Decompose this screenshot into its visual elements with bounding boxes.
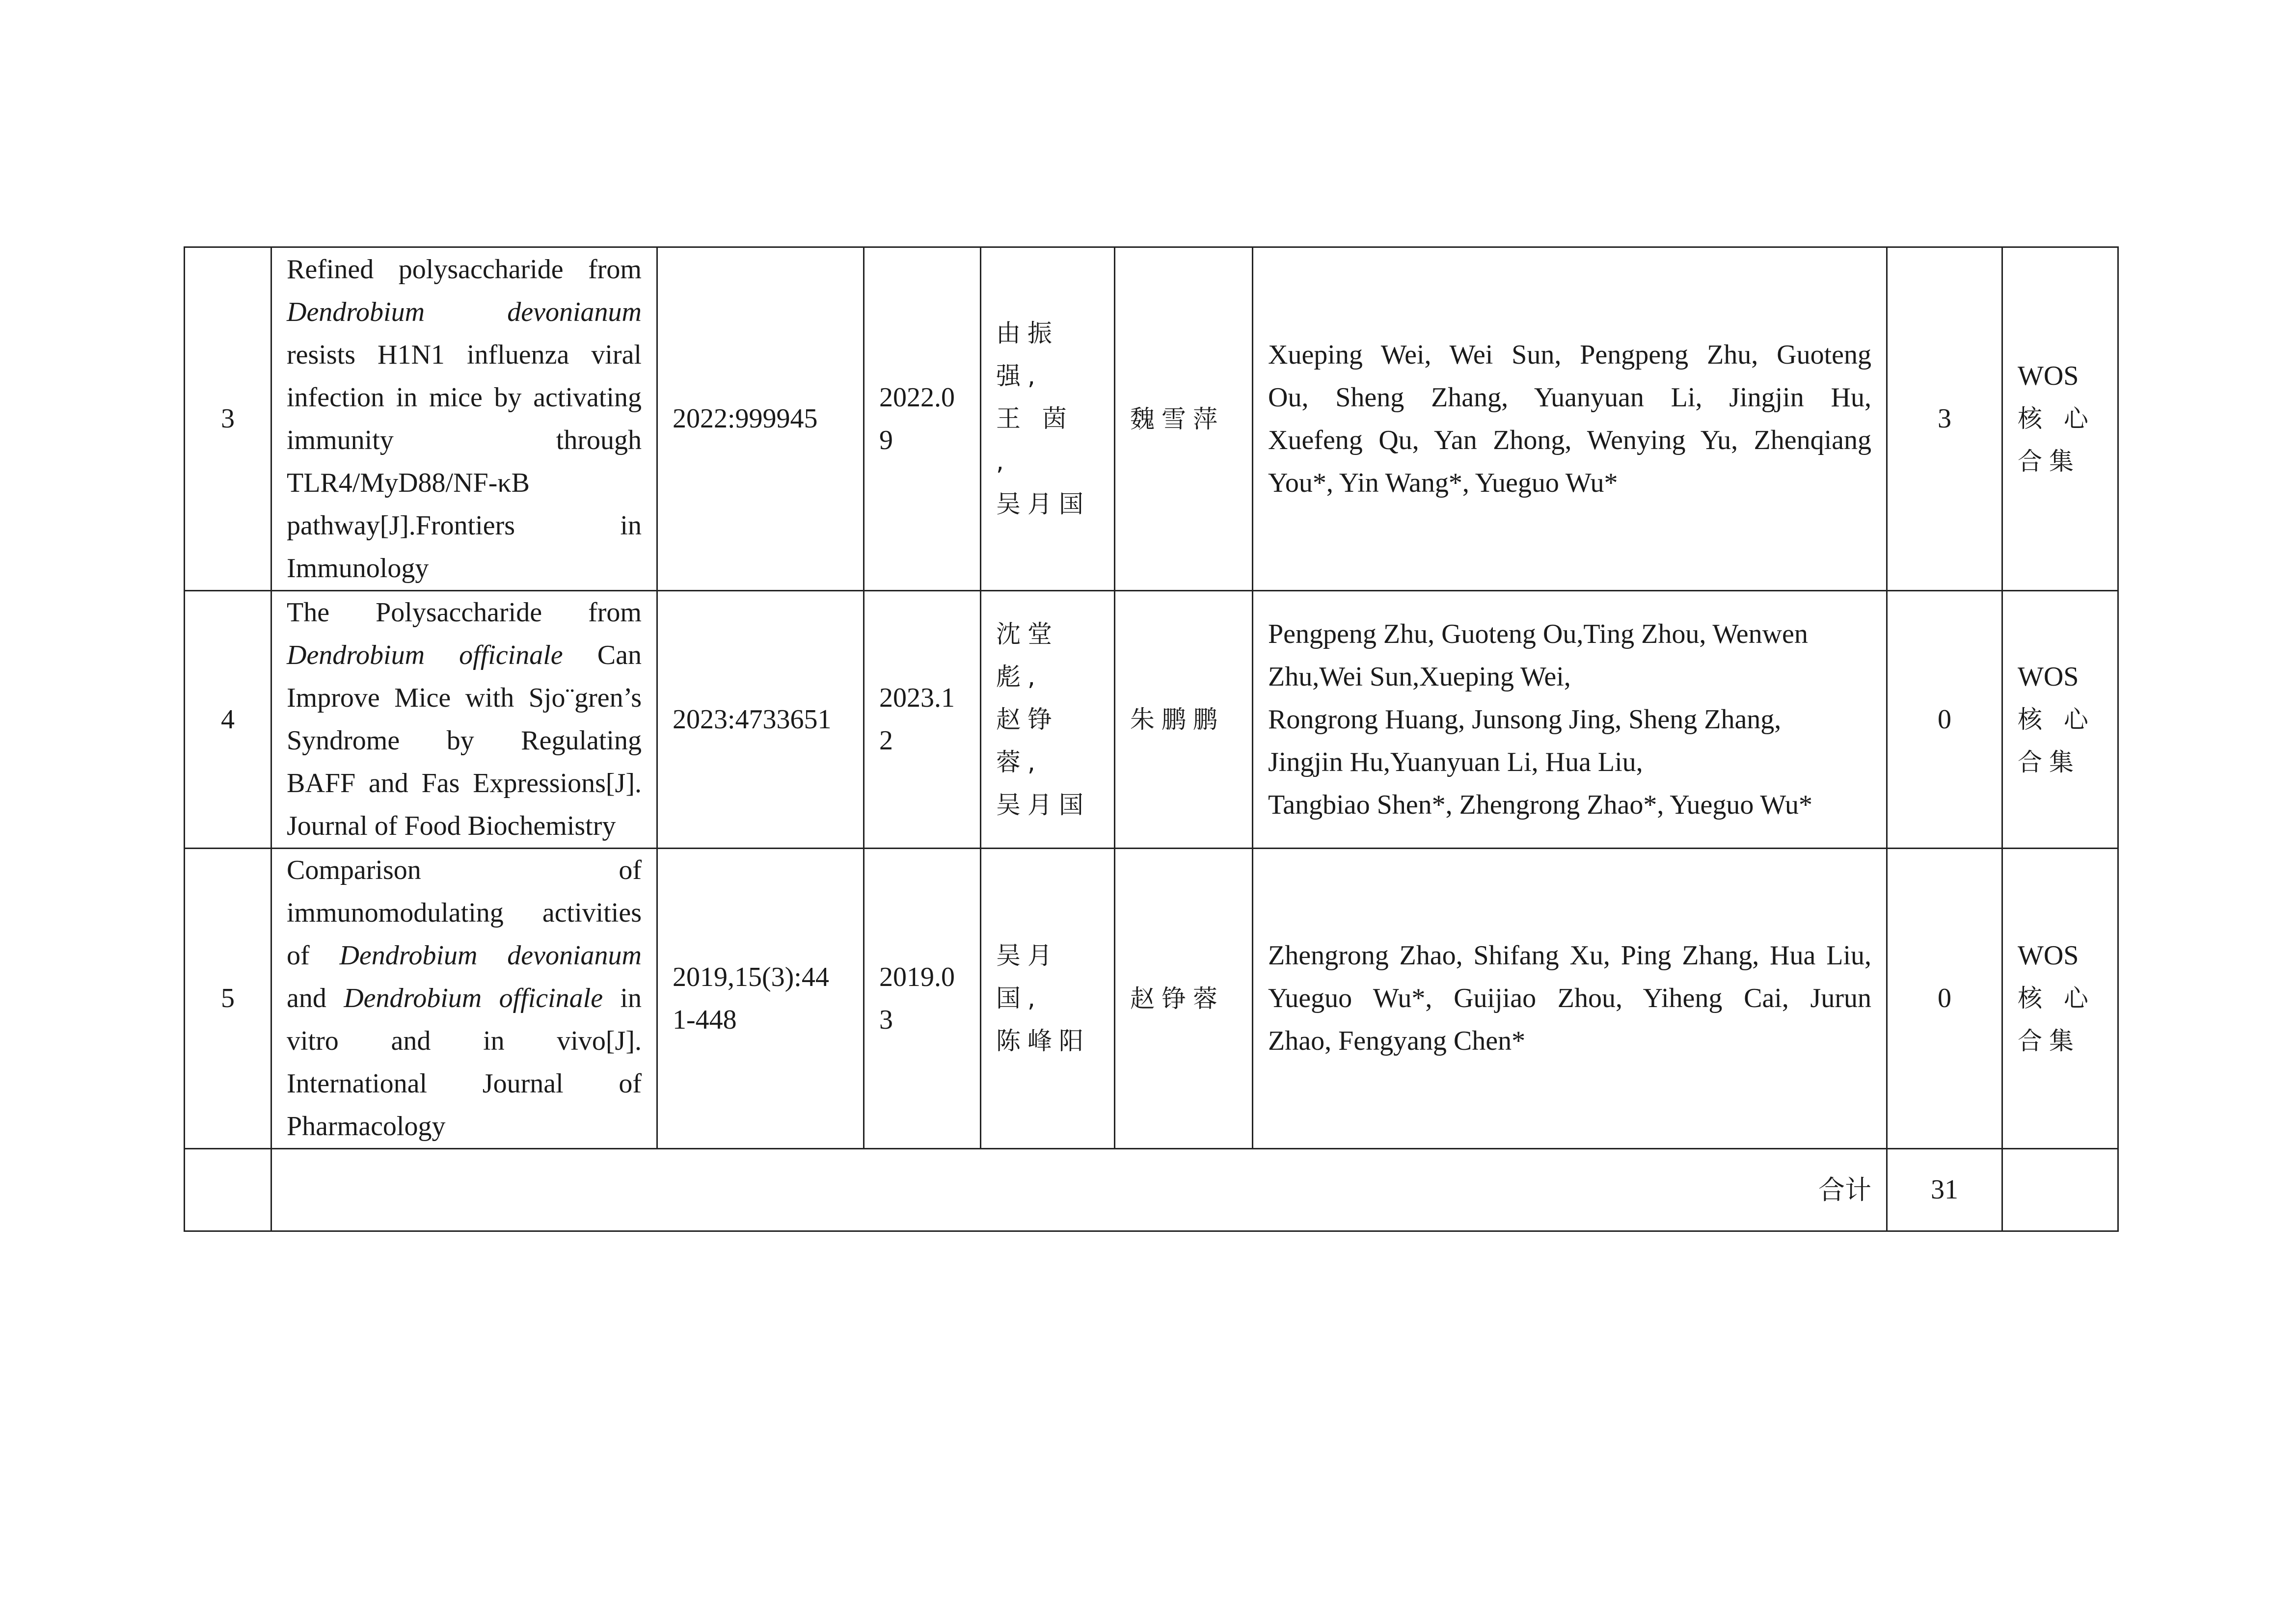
publish-date <box>864 591 981 849</box>
row-number: 5 <box>185 849 271 1149</box>
date-line: 2019.0 <box>879 961 955 992</box>
index-line: 合集 <box>2018 747 2080 776</box>
index-line: 核 心 <box>2018 984 2095 1012</box>
title-line: pathway[J].Frontiers in <box>287 510 642 541</box>
first-author-text: 魏雪萍 <box>1130 404 1224 433</box>
total-row <box>185 1149 2118 1231</box>
title-prefix: and <box>287 983 326 1013</box>
date-line: 2023.1 <box>879 683 955 713</box>
title-line: immunomodulating activities <box>287 898 642 928</box>
index-line: 核 心 <box>2018 705 2095 734</box>
date-line: 2 <box>879 725 893 756</box>
title-suffix: Can <box>597 640 642 670</box>
author-line: Xueping Wei, Wei Sun, Pengpeng Zhu, Guoteng <box>1268 339 1871 370</box>
first-author <box>1115 849 1253 1149</box>
volume-line: 2019,15(3):44 <box>673 961 829 992</box>
publish-date <box>864 849 981 1149</box>
row-number: 4 <box>185 591 271 849</box>
title-line: Journal of Food Biochemistry <box>287 811 616 841</box>
publish-date <box>864 247 981 591</box>
table-row <box>185 591 2118 849</box>
author-line: Zhu,Wei Sun,Xueping Wei, <box>1268 661 1571 692</box>
author-list <box>1253 247 1887 591</box>
corresponding-line: 沈堂彪, <box>996 619 1059 691</box>
date-line: 9 <box>879 425 893 455</box>
index-line: WOS <box>2018 361 2079 391</box>
index-category <box>2002 247 2118 591</box>
table-row <box>185 247 2118 591</box>
first-author <box>1115 247 1253 591</box>
volume-pages <box>657 849 864 1149</box>
row-number: 3 <box>185 247 271 591</box>
index-category <box>2002 849 2118 1149</box>
corresponding-line: 赵铮蓉, <box>996 705 1059 776</box>
corresponding-authors <box>981 849 1115 1149</box>
corresponding-line: 由振强, <box>996 319 1059 390</box>
corresponding-line: 吴月国, <box>996 941 1059 1012</box>
title-italic: Dendrobium officinale <box>287 640 563 670</box>
corresponding-line: 吴月国 <box>996 490 1090 518</box>
title-line <box>287 634 642 677</box>
title-line: The Polysaccharide from <box>287 597 642 628</box>
corresponding-line: 王 茵 , <box>996 404 1074 476</box>
corresponding-authors <box>981 247 1115 591</box>
title-italic: Dendrobium devonianum <box>339 940 642 971</box>
volume-pages: 2023:4733651 <box>657 591 864 849</box>
title-line: resists H1N1 influenza viral <box>287 339 642 370</box>
citation-count: 0 <box>1887 591 2002 849</box>
author-line: Yueguo Wu*, Guijiao Zhou, Yiheng Cai, Jurun <box>1268 983 1871 1013</box>
author-line: Jingjin Hu,Yuanyuan Li, Hua Liu, <box>1268 746 1643 777</box>
author-list <box>1253 849 1887 1149</box>
index-line: 合集 <box>2018 447 2080 476</box>
date-line: 3 <box>879 1004 893 1035</box>
title-line: immunity through <box>287 425 642 455</box>
title-line: TLR4/MyD88/NF-κB <box>287 467 530 498</box>
author-line: Zhao, Fengyang Chen* <box>1268 1026 1526 1056</box>
author-line: Ou, Sheng Zhang, Yuanyuan Li, Jingjin Hu, <box>1268 382 1871 413</box>
first-author-text: 赵铮蓉 <box>1130 984 1224 1013</box>
total-label: 合计 <box>271 1149 1887 1231</box>
volume-pages: 2022:999945 <box>657 247 864 591</box>
index-category <box>2002 591 2118 849</box>
paper-title <box>271 247 657 591</box>
title-line-text: Dendrobium devonianum <box>287 296 642 327</box>
title-line: Syndrome by Regulating <box>287 725 642 756</box>
total-empty-cell <box>185 1149 271 1231</box>
title-line <box>287 977 642 1020</box>
citation-count: 0 <box>1887 849 2002 1149</box>
title-line: BAFF and Fas Expressions[J]. <box>287 768 642 798</box>
index-line: WOS <box>2018 661 2079 692</box>
total-value: 31 <box>1887 1149 2002 1231</box>
title-italic: Dendrobium officinale <box>344 983 603 1013</box>
title-line: International Journal of <box>287 1068 642 1099</box>
paper-title <box>271 591 657 849</box>
author-line: Tangbiao Shen*, Zhengrong Zhao*, Yueguo Wu* <box>1268 789 1812 820</box>
author-line: Xuefeng Qu, Yan Zhong, Wenying Yu, Zhenqiang <box>1268 425 1871 455</box>
table-row <box>185 849 2118 1149</box>
title-line: Immunology <box>287 553 429 584</box>
total-trailing-cell <box>2002 1149 2118 1231</box>
author-list <box>1253 591 1887 849</box>
author-line: Zhengrong Zhao, Shifang Xu, Ping Zhang, Hua Liu, <box>1268 940 1871 971</box>
author-line: Pengpeng Zhu, Guoteng Ou,Ting Zhou, Wenwen <box>1268 618 1808 649</box>
author-line: Rongrong Huang, Junsong Jing, Sheng Zhang, <box>1268 704 1782 735</box>
title-line <box>287 291 642 334</box>
title-line: Comparison of <box>287 855 642 885</box>
paper-title <box>271 849 657 1149</box>
author-line: You*, Yin Wang*, Yueguo Wu* <box>1268 467 1618 498</box>
first-author <box>1115 591 1253 849</box>
title-line <box>287 934 642 977</box>
citation-count: 3 <box>1887 247 2002 591</box>
volume-line: 1-448 <box>673 1004 737 1035</box>
title-suffix: in <box>620 983 642 1013</box>
index-line: 合集 <box>2018 1027 2080 1055</box>
title-line: infection in mice by activating <box>287 382 642 413</box>
corresponding-authors <box>981 591 1115 849</box>
publication-table <box>184 246 2119 1232</box>
index-line: WOS <box>2018 940 2079 971</box>
title-prefix: of <box>287 940 310 971</box>
index-line: 核 心 <box>2018 404 2095 433</box>
title-line: Refined polysaccharide from <box>287 254 642 285</box>
date-line: 2022.0 <box>879 382 955 413</box>
title-line: Pharmacology <box>287 1111 446 1142</box>
corresponding-line: 吴月国 <box>996 790 1090 819</box>
corresponding-line: 陈峰阳 <box>996 1027 1090 1055</box>
title-line: vitro and in vivo[J]. <box>287 1026 642 1056</box>
title-line: Improve Mice with Sjo¨gren’s <box>287 683 642 713</box>
first-author-text: 朱鹏鹏 <box>1130 705 1224 734</box>
